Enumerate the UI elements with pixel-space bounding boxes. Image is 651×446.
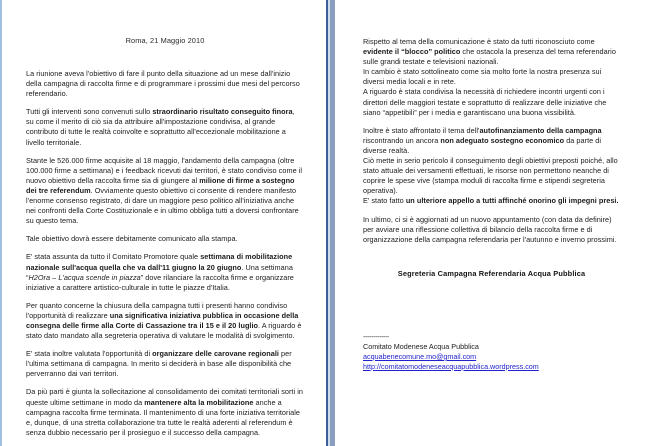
bold-run: milione di firme a sostegno dei tre referendum bbox=[26, 175, 295, 195]
footer-email-link[interactable]: acquabenecomune.mo@gmail.com bbox=[363, 351, 477, 361]
text-run: ” dove rilanciare la raccolta firme e organizzare iniziative a carattere artistico-culturale in tutte le piazze d'Italia. bbox=[26, 272, 294, 292]
text-run: Tutti gli interventi sono convenuti sullo bbox=[26, 107, 153, 117]
bold-run: mantenere alta la mobilitazione bbox=[144, 397, 254, 407]
paragraph-p8 bbox=[26, 387, 304, 437]
text-run: E' stato fatto bbox=[363, 196, 406, 206]
footer-contact-block bbox=[363, 332, 620, 371]
text-run: . A riguardo è stato dato mandato alla segreteria operativa di valutare le modalità di svolgimento. bbox=[26, 320, 302, 341]
text-run: anche a campagna raccolta firme terminata. Il mantenimento di una forte iniziativa territoriale e, dunque, di una stretta collaborazione tra tutte le realtà aderenti al referendum è senza dubbio necessario per il prosieguo e il successo della campagna. bbox=[26, 397, 300, 437]
text-run: In cambio è stato sottolineato come sia molto forte la nostra presenza sui diversi media locali e in rete. bbox=[363, 67, 602, 87]
text-run: . Ovviamente questo obiettivo ci consente di rendere manifesto l'enorme consenso registrato, di dare un maggiore peso politico all'iniziativa anche nei confronti della Corte Costituzionale e in ultimo obbliga tutti a doversi confrontare su questo tema. bbox=[26, 185, 299, 226]
paragraph-r1 bbox=[363, 37, 620, 118]
text-run: per l'ultima settimana di campagna. In merito si deciderà in base alle disponibilità che perverranno dai vari territori. bbox=[26, 349, 292, 379]
italic-run: H2Ora – L'acqua scende in piazza bbox=[28, 272, 141, 282]
bold-run: una significativa iniziativa pubblica in occasione della consegna delle firme alla Corte di Cassazione tra il 15 e il 20 luglio bbox=[26, 310, 299, 330]
paragraph-p6 bbox=[26, 301, 304, 341]
paragraph-p7 bbox=[26, 349, 304, 379]
text-run: Da più parti è giunta la sollecitazione al consolidamento dei comitati territoriali sorti in queste ultime settimane in modo da bbox=[26, 387, 303, 407]
text-run: Inoltre è stato affrontato il tema dell' bbox=[363, 125, 480, 135]
footer-website-link[interactable]: http://comitatomodeneseacquapubblica.wordpress.com bbox=[363, 361, 539, 371]
page-2-body bbox=[363, 37, 620, 245]
footer-organization-name: Comitato Modenese Acqua Pubblica bbox=[363, 342, 479, 352]
paragraph-p5 bbox=[26, 252, 304, 292]
bold-run: organizzare delle carovane regionali bbox=[152, 349, 279, 359]
text-run: Rispetto al tema della comunicazione è stato da tutti riconosciuto come bbox=[363, 37, 595, 46]
paragraph-p1 bbox=[26, 69, 304, 99]
bold-run: non adeguato sostegno economico bbox=[440, 135, 565, 145]
signature-line: Segreteria Campagna Referendaria Acqua Pubblica bbox=[397, 268, 586, 278]
footer-divider-rule: ------------- bbox=[363, 331, 389, 341]
bold-run: settimana di mobilitazione nazionale sull'acqua quella che va dall'11 giugno la 20 giugno bbox=[26, 252, 293, 272]
text-run: . Una settimana “ bbox=[26, 262, 293, 282]
paragraph-p2 bbox=[26, 107, 304, 147]
text-run: Per quanto concerne la chiusura della campagna tutti i presenti hanno condiviso l'opportunità di realizzare bbox=[26, 300, 288, 320]
bold-run: evidente il “blocco” politico bbox=[363, 47, 461, 57]
paragraph-r2 bbox=[363, 126, 620, 207]
page-1-body bbox=[26, 69, 304, 438]
paragraph-p4 bbox=[26, 234, 304, 244]
document-page-2 bbox=[330, 0, 646, 446]
text-run: che ostacola la presenza del tema referendario sulle grandi testate e televisioni nazionali. bbox=[363, 47, 616, 67]
text-run: In ultimo, ci si è aggiornati ad un nuovo appuntamento (con data da definire) per avviare una riflessione collettiva di bilancio della raccolta firme e di organizzazione della campagna referendaria per l'autunno e inverno prossimi. bbox=[363, 214, 617, 244]
text-run: E' stata assunta da tutto il Comitato Promotore quale bbox=[26, 252, 201, 262]
bold-run: un ulteriore appello a tutti affinché onorino gli impegni presi. bbox=[405, 196, 619, 206]
text-run: riscontrando un ancora bbox=[363, 135, 441, 145]
text-run: Tale obiettivo dovrà essere debitamente comunicato alla stampa. bbox=[26, 234, 238, 244]
text-run: La riunione aveva l'obiettivo di fare il punto della situazione ad un mese dall'inizio della campagna di raccolta firme e di programmare i prossimi due mesi del percorso referendario. bbox=[26, 69, 300, 99]
text-run: E' stata inoltre valutata l'opportunità di bbox=[26, 349, 153, 359]
text-run: Stante le 526.000 firme acquisite al 18 maggio, l'andamento della campagna (oltre 100.000 firme a settimana) e i feedback ricevuti dai territori, è stato condiviso come il nuovo obiettivo della raccolta firme sia di giungere al bbox=[26, 155, 303, 185]
paragraph-p3 bbox=[26, 156, 304, 227]
document-date-line: Roma, 21 Maggio 2010 bbox=[125, 36, 205, 45]
paragraph-r3 bbox=[363, 215, 620, 245]
text-run: A riguardo è stata condivisa la necessità di richiedere incontri urgenti con i direttori delle maggiori testate e soprattutto di realizzare delle iniziative che siano “appetibili” per i media e garantiscano una buona vissibilità. bbox=[363, 87, 607, 117]
bold-run: straordinario risultato conseguito finora bbox=[152, 107, 293, 117]
text-run: Ciò mette in serio pericolo il conseguimento degli obiettivi preposti poiché, allo stato attuale dei versamenti effettuati, le risorse non permettono neanche di coprire le spese vive (stampa moduli di raccolta firme e stipendi segreteria operativa). bbox=[363, 156, 618, 196]
text-run: , su come il merito di ciò sia da attribuire all'impostazione condivisa, al grande contributo di tutte le realtà coinvolte e soprattutto all'eccezionale mobilitazione a livello territoriale. bbox=[26, 107, 295, 147]
bold-run: autofinanziamento della campagna bbox=[479, 125, 602, 135]
text-run: da parte di diverse realtà. bbox=[363, 135, 602, 155]
